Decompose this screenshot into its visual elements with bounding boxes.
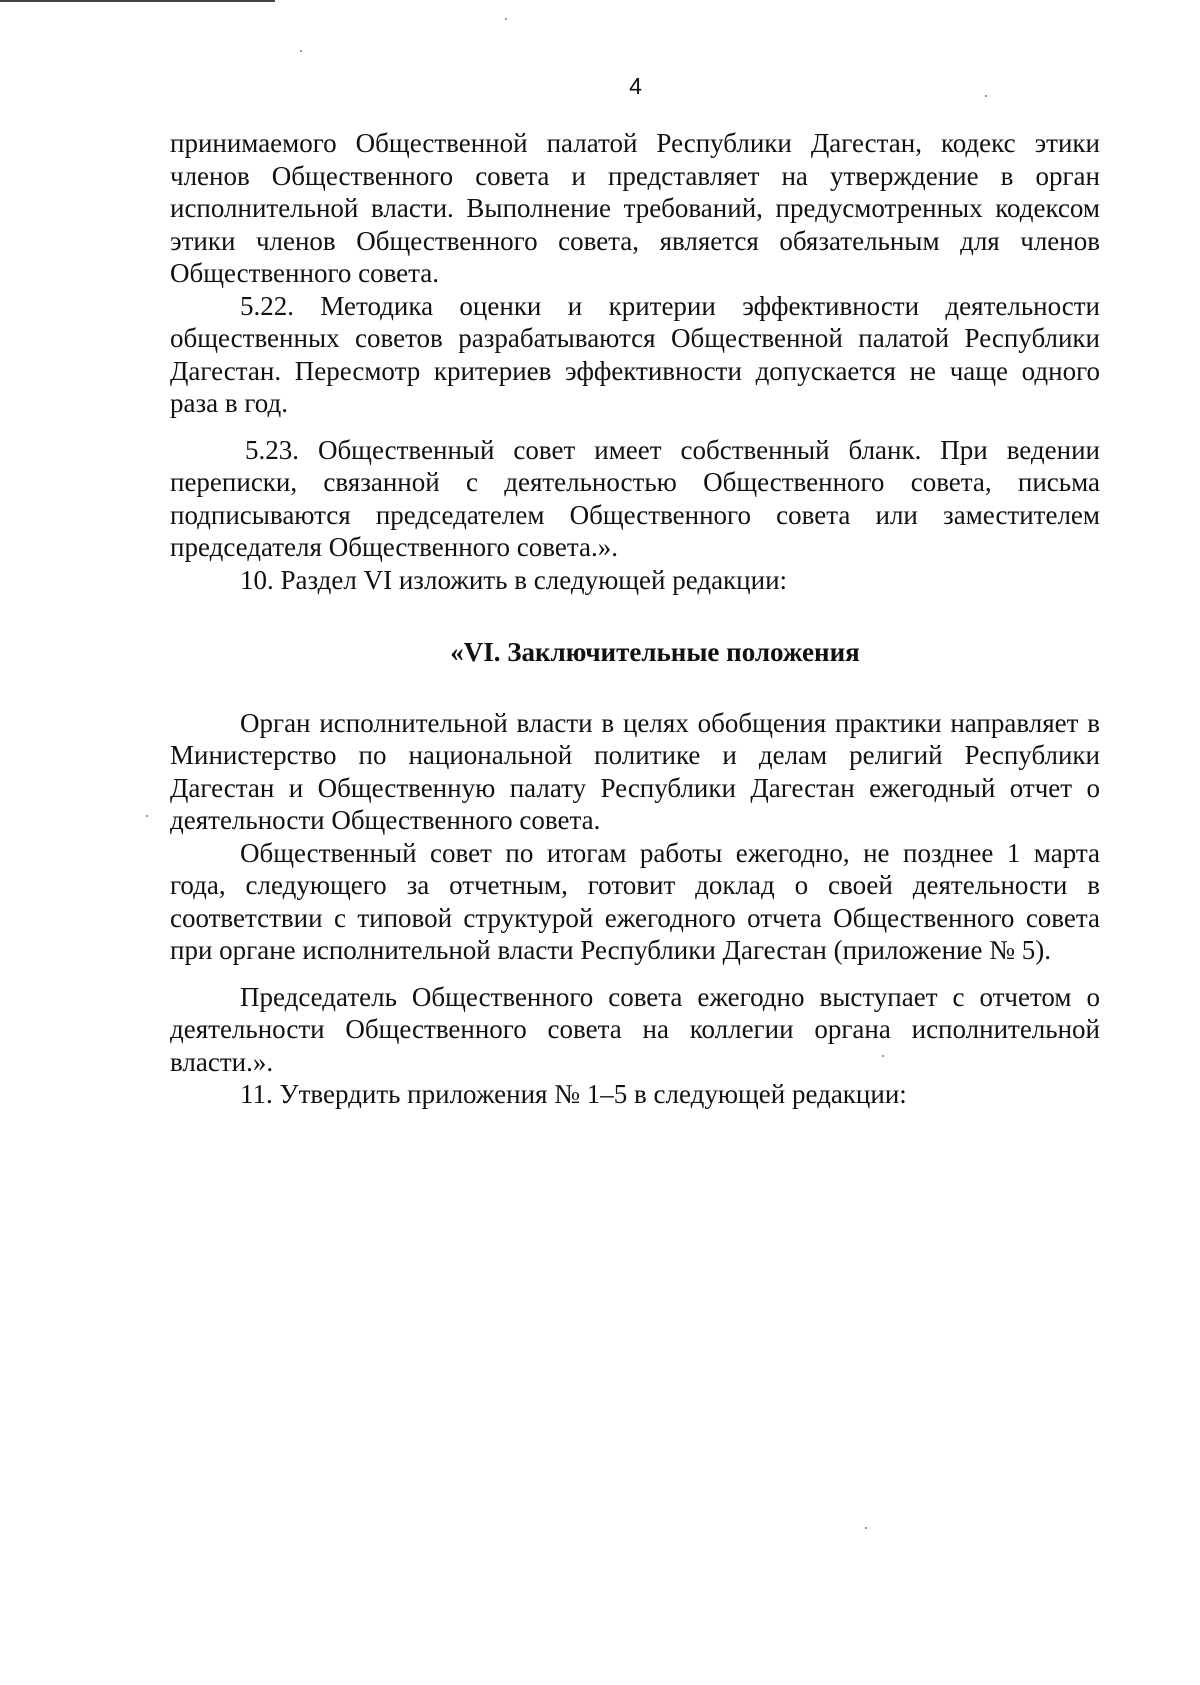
document-body <box>170 127 1100 1111</box>
paragraph-chairman-report: Председатель Общественного совета ежегодно выступает с отчетом о деятельности Общественного совета на коллегии органа исполнительной власти.». <box>170 981 1100 1077</box>
scan-speck <box>300 50 302 52</box>
scan-speck <box>146 815 148 817</box>
section-heading: «VI. Заключительные положения <box>450 637 860 667</box>
paragraph-annual-report: Общественный совет по итогам работы ежегодно, не позднее 1 марта года, следующего за отчетным, готовит доклад о своей деятельности в соответствии с типовой структурой ежегодного отчета Общественного совета при органе исполнительной власти Республики Дагестан (приложение № 5). <box>170 837 1100 965</box>
paragraph-item-10: 10. Раздел VI изложить в следующей редакции: <box>240 564 788 595</box>
paragraph-5-23: 5.23. Общественный совет имеет собственный бланк. При ведении переписки, связанной с деятельностью Общественного совета, письма подписываются председателем Общественного совета или заместителем председателя Общественного совета.». <box>170 434 1100 562</box>
paragraph-report-submission: Орган исполнительной власти в целях обобщения практики направляет в Министерство по национальной политике и делам религий Республики Дагестан и Общественную палату Республики Дагестан ежегодный отчет о деятельности Общественного совета. <box>170 707 1100 835</box>
scan-speck <box>865 1527 867 1529</box>
page-number: 4 <box>629 73 642 99</box>
scan-edge-line <box>0 0 275 2</box>
paragraph-continuation: принимаемого Общественной палатой Республики Дагестан, кодекс этики членов Общественного совета и представляет на утверждение в орган исполнительной власти. Выполнение требований, предусмотренных кодексом этики членов Общественного совета, является обязательным для членов Общественного совета. <box>170 128 1100 288</box>
paragraph-5-22: 5.22. Методика оценки и критерии эффективности деятельности общественных советов разрабатываются Общественной палатой Республики Дагестан. Пересмотр критериев эффективности допускается не чаще одного раза в год. <box>170 290 1100 418</box>
paragraph-item-11: 11. Утвердить приложения № 1–5 в следующей редакции: <box>240 1079 907 1109</box>
scan-speck <box>505 18 507 20</box>
